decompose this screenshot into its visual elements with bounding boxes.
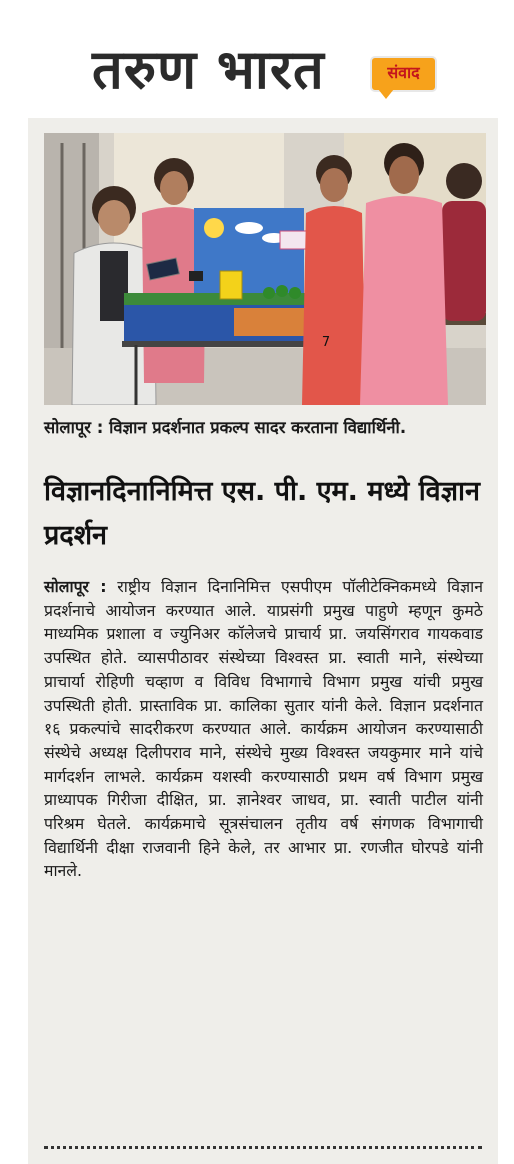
news-photo bbox=[44, 133, 486, 405]
exhibition-photo-illustration bbox=[44, 133, 486, 405]
photo-caption: सोलापूर : विज्ञान प्रदर्शनात प्रकल्प सादर करताना विद्यार्थिनी. bbox=[44, 418, 407, 437]
dotted-rule bbox=[44, 1146, 482, 1149]
article-dateline: सोलापूर : bbox=[44, 577, 107, 596]
masthead bbox=[0, 0, 514, 118]
article-text: राष्ट्रीय विज्ञान दिनानिमित्त एसपीएम पॉलीटेक्निकमध्ये विज्ञान प्रदर्शनाचे आयोजन करण्यात आले. याप्रसंगी प्रमुख पाहुणे म्हणून कुमठे माध्यमिक प्रशाला व ज्युनिअर कॉलेजचे प्राचार्य प्रा. जयसिंगराव गायकवाड उपस्थित होते. व्यासपीठावर संस्थेच्या विश्वस्त प्रा. स्वाती माने, संस्थेच्या प्राचार्या रोहिणी चव्हाण व विविध विभागाचे विभाग प्रमुख यांची प्रमुख उपस्थिती होती. प्रास्ताविक प्रा. कालिका सुतार यांनी केले. विज्ञान प्रदर्शनात १६ प्रकल्पांचे सादरीकरण करण्यात आले. कार्यक्रम आयोजन करण्यासाठी संस्थेचे अध्यक्ष दिलीपराव माने, संस्थेचे मुख्य विश्वस्त जयकुमार माने यांचे मार्गदर्शन लाभले. कार्यक्रम यशस्वी करण्यासाठी प्रथम वर्ष विभाग प्रमुख प्राध्यापक गिरीजा दीक्षित, प्रा. ज्ञानेश्वर जाधव, प्रा. स्वाती पाटील यांनी परिश्रम घेतले. कार्यक्रमाचे सूत्रसंचालन तृतीय वर्ष संगणक विभागाची विद्यार्थिनी दीक्षा राजवानी हिने केले, तर आभार प्रा. रणजीत घोरपडे यांनी मानले. bbox=[44, 577, 483, 881]
article-body bbox=[44, 575, 483, 883]
edition-badge bbox=[370, 56, 437, 92]
newspaper-title: तरुण भारत bbox=[92, 38, 325, 101]
edition-badge-label: संवाद bbox=[387, 63, 420, 82]
badge-tail bbox=[378, 89, 394, 99]
article-headline: विज्ञानदिनानिमित्त एस. पी. एम. मध्ये विज्ञान प्रदर्शन bbox=[44, 476, 480, 551]
stand-number: 7 bbox=[321, 335, 331, 350]
